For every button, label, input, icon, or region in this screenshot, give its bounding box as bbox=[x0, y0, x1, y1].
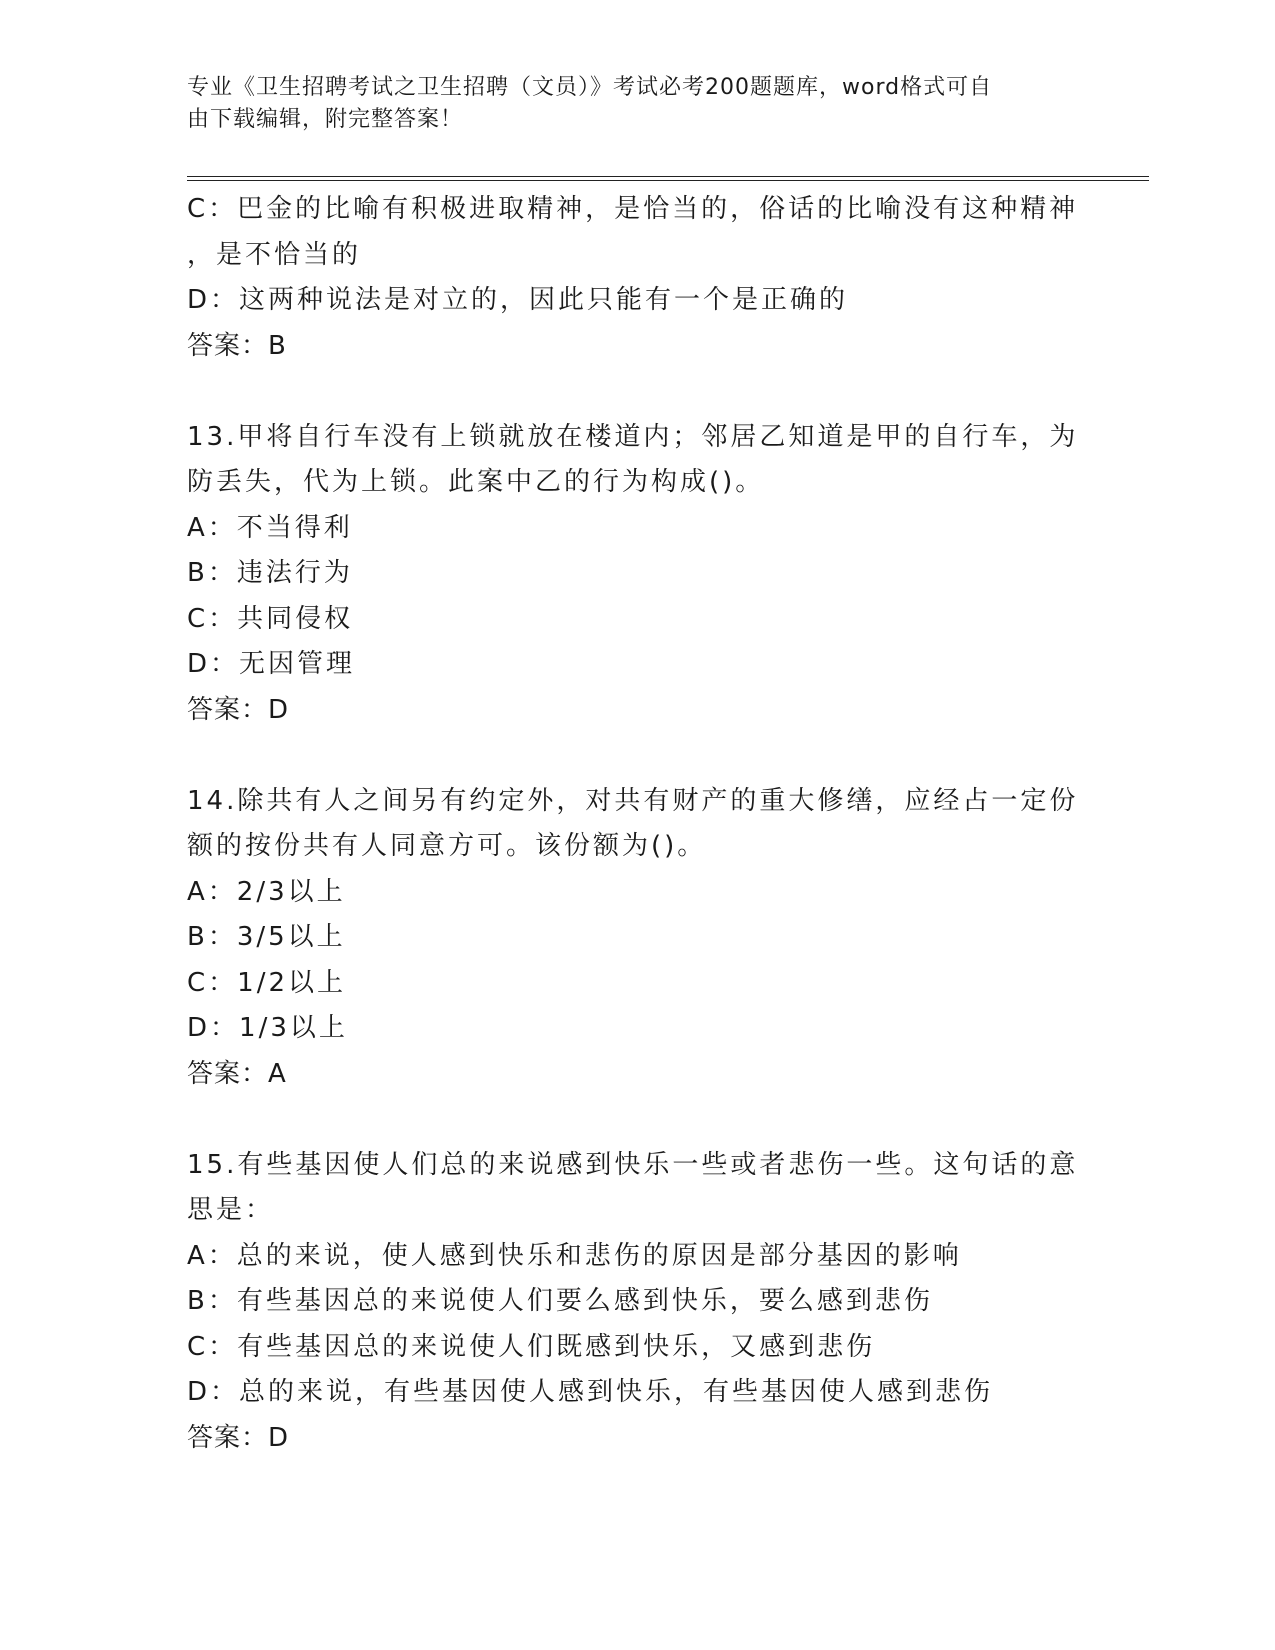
q15-option-c: C：有些基因总的来说使人们既感到快乐，又感到悲伤 bbox=[187, 1331, 876, 1362]
q15-option-b: B：有些基因总的来说使人们要么感到快乐，要么感到悲伤 bbox=[187, 1286, 933, 1316]
q14-answer: 答案：A bbox=[187, 1058, 287, 1089]
q13-answer: 答案：D bbox=[187, 694, 290, 725]
q15-option-a: A：总的来说，使人感到快乐和悲伤的原因是部分基因的影响 bbox=[187, 1240, 962, 1271]
q14-option-a: A：2/3以上 bbox=[187, 876, 346, 907]
q15-stem-line-1: 15.有些基因使人们总的来说感到快乐一些或者悲伤一些。这句话的意 bbox=[187, 1149, 1079, 1180]
q13-option-a: A：不当得利 bbox=[187, 512, 353, 543]
header-line-1: 专业《卫生招聘考试之卫生招聘（文员）》考试必考200题题库，word格式可自 bbox=[187, 75, 993, 100]
q13-option-c: C：共同侵权 bbox=[187, 603, 354, 634]
question-content bbox=[187, 187, 1087, 1461]
q14-option-d: D：1/3以上 bbox=[187, 1013, 348, 1043]
q14-option-c: C：1/2以上 bbox=[187, 967, 346, 998]
q14-option-b: B：3/5以上 bbox=[187, 922, 346, 952]
document-header bbox=[187, 72, 1087, 136]
header-line-2: 由下载编辑，附完整答案！ bbox=[187, 107, 464, 132]
q12-option-d: D：这两种说法是对立的，因此只能有一个是正确的 bbox=[187, 285, 849, 315]
spacer bbox=[187, 369, 1087, 415]
q15-answer: 答案：D bbox=[187, 1422, 290, 1453]
q13-option-b: B：违法行为 bbox=[187, 558, 353, 588]
q14-stem-line-1: 14.除共有人之间另有约定外，对共有财产的重大修缮，应经占一定份 bbox=[187, 785, 1079, 816]
q15-option-d: D：总的来说，有些基因使人感到快乐，有些基因使人感到悲伤 bbox=[187, 1377, 994, 1407]
q12-option-c-line-1: C：巴金的比喻有积极进取精神，是恰当的，俗话的比喻没有这种精神 bbox=[187, 194, 1079, 224]
spacer bbox=[187, 1097, 1087, 1143]
q13-option-d: D：无因管理 bbox=[187, 649, 356, 679]
q13-stem-line-1: 13.甲将自行车没有上锁就放在楼道内；邻居乙知道是甲的自行车，为 bbox=[187, 421, 1079, 452]
spacer bbox=[187, 733, 1087, 779]
header-divider bbox=[187, 176, 1149, 181]
q12-option-c-line-2: ，是不恰当的 bbox=[187, 239, 362, 270]
q15-stem-line-2: 思是： bbox=[187, 1195, 275, 1225]
q14-stem-line-2: 额的按份共有人同意方可。该份额为()。 bbox=[187, 831, 707, 861]
q13-stem-line-2: 防丢失，代为上锁。此案中乙的行为构成()。 bbox=[187, 467, 765, 497]
q12-answer: 答案：B bbox=[187, 330, 287, 361]
